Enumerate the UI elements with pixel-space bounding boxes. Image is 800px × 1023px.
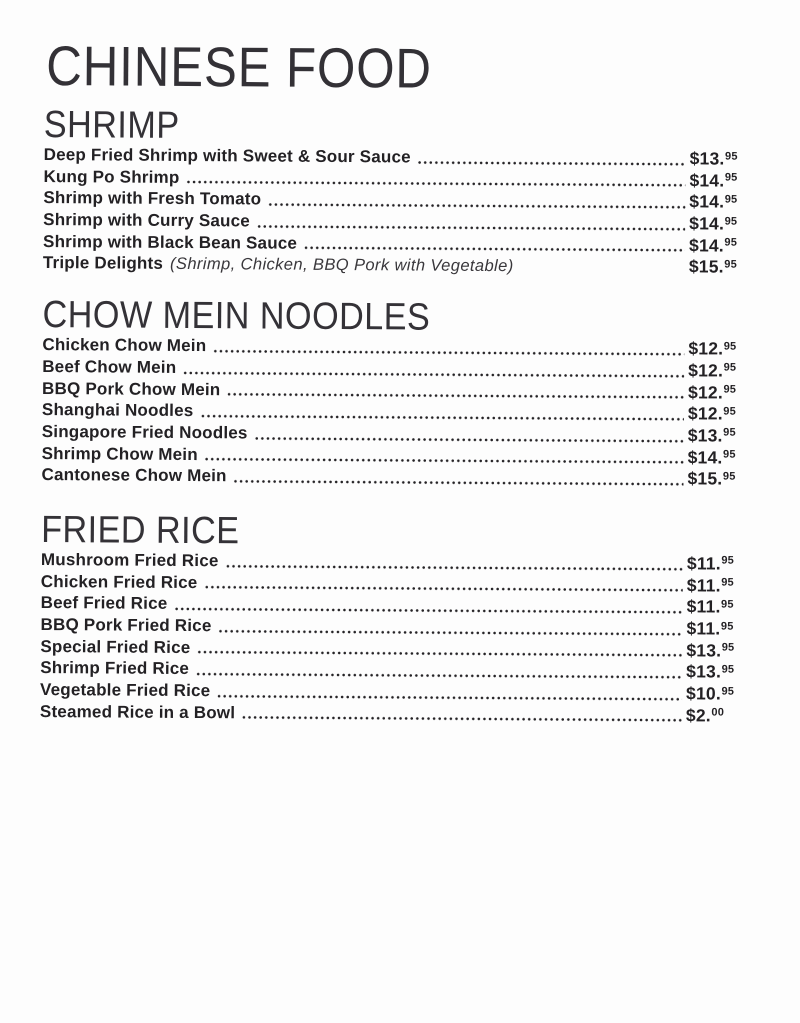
item-name: Vegetable Fried Rice xyxy=(40,680,211,701)
page-title: CHINESE FOOD xyxy=(46,34,433,100)
price-dollars: $11. xyxy=(686,574,721,596)
price-cents: 95 xyxy=(721,685,735,698)
item-price xyxy=(687,553,745,574)
dotted-leader xyxy=(197,650,682,657)
dotted-leader xyxy=(255,436,684,443)
item-price xyxy=(689,192,747,213)
dotted-leader xyxy=(218,629,682,636)
section-fried-rice xyxy=(39,508,745,727)
price-cents: 95 xyxy=(723,340,737,353)
dotted-leader xyxy=(227,392,684,399)
price-cents: 95 xyxy=(722,448,736,461)
price-dollars: $13. xyxy=(686,639,722,661)
price-dollars: $12. xyxy=(688,338,724,359)
dotted-leader xyxy=(257,224,685,231)
item-price xyxy=(688,447,746,468)
item-price xyxy=(689,213,747,234)
price-cents: 95 xyxy=(723,405,737,418)
price-dollars: $14. xyxy=(687,446,723,468)
dotted-leader xyxy=(186,180,685,187)
price-cents: 95 xyxy=(724,258,737,271)
dotted-leader xyxy=(205,457,684,464)
price-cents: 00 xyxy=(711,706,725,719)
item-price xyxy=(689,235,747,256)
price-dollars: $13. xyxy=(689,148,725,169)
price-dollars: $12. xyxy=(688,381,724,403)
dotted-leader xyxy=(196,672,682,679)
item-name: Special Fried Rice xyxy=(40,636,191,657)
item-name: Kung Po Shrimp xyxy=(43,166,180,187)
item-price xyxy=(687,469,745,490)
price-cents: 95 xyxy=(724,236,738,249)
dotted-leader xyxy=(304,246,685,253)
item-name: Shanghai Noodles xyxy=(41,400,194,421)
price-cents: 95 xyxy=(724,171,738,184)
price-dollars: $14. xyxy=(689,191,725,212)
item-price xyxy=(688,338,746,359)
item-price xyxy=(688,360,746,381)
price-cents: 95 xyxy=(720,620,734,633)
item-name: Chicken Chow Mein xyxy=(42,335,207,356)
item-name: Chicken Fried Rice xyxy=(40,571,198,592)
item-price xyxy=(688,382,746,403)
price-dollars: $11. xyxy=(686,596,721,617)
price-cents: 95 xyxy=(724,150,738,163)
menu-item-row xyxy=(43,252,747,278)
dotted-leader xyxy=(418,160,686,166)
dotted-leader xyxy=(174,607,682,614)
dotted-leader xyxy=(213,349,684,356)
item-price xyxy=(686,705,744,726)
price-cents: 95 xyxy=(723,383,737,396)
item-name: Shrimp Fried Rice xyxy=(40,658,190,679)
item-price xyxy=(688,403,746,424)
item-price xyxy=(687,575,745,596)
price-cents: 95 xyxy=(721,598,734,611)
menu-item-row xyxy=(40,701,744,727)
item-name: Triple Delights xyxy=(42,253,164,274)
price-cents: 95 xyxy=(724,215,738,228)
dotted-leader xyxy=(204,585,682,592)
price-dollars: $14. xyxy=(689,213,725,234)
price-dollars: $12. xyxy=(687,403,723,424)
dotted-leader xyxy=(200,414,684,421)
item-price xyxy=(686,662,744,683)
item-name: Steamed Rice in a Bowl xyxy=(39,701,236,723)
section-title-shrimp: SHRIMP xyxy=(43,104,180,147)
item-price xyxy=(686,683,744,704)
section-shrimp xyxy=(43,106,748,279)
item-name: Shrimp with Curry Sauce xyxy=(43,210,251,231)
price-cents: 95 xyxy=(721,663,735,676)
item-name: Beef Fried Rice xyxy=(40,593,168,614)
price-cents: 95 xyxy=(724,193,738,206)
price-cents: 95 xyxy=(723,361,737,374)
menu-item-row xyxy=(41,464,745,490)
dotted-leader xyxy=(217,694,682,701)
price-cents: 95 xyxy=(721,641,735,654)
price-dollars: $11. xyxy=(686,618,721,639)
item-name: Deep Fried Shrimp with Sweet & Sour Sauce xyxy=(43,145,411,167)
leader-spacer xyxy=(521,269,685,274)
price-cents: 95 xyxy=(722,470,736,483)
price-dollars: $13. xyxy=(687,425,723,446)
dotted-leader xyxy=(268,203,685,210)
dotted-leader xyxy=(183,370,684,377)
item-name: Shrimp with Black Bean Sauce xyxy=(43,231,298,253)
section-chow-mein-noodles xyxy=(41,296,746,490)
item-note: (Shrimp, Chicken, BBQ Pork with Vegetable) xyxy=(169,255,514,276)
item-name: Singapore Fried Noodles xyxy=(41,421,248,443)
item-price xyxy=(686,618,744,639)
price-dollars: $10. xyxy=(686,683,722,704)
price-dollars: $15. xyxy=(688,256,724,277)
dotted-leader xyxy=(234,479,684,486)
price-dollars: $14. xyxy=(688,235,724,256)
dotted-leader xyxy=(242,716,682,723)
item-price xyxy=(688,425,746,446)
price-cents: 95 xyxy=(723,426,736,439)
item-price xyxy=(689,257,747,278)
section-title-chow-mein: CHOW MEIN NOODLES xyxy=(42,294,431,339)
item-name: Beef Chow Mein xyxy=(42,356,177,377)
price-dollars: $14. xyxy=(689,169,725,191)
price-dollars: $12. xyxy=(688,360,724,381)
dotted-leader xyxy=(226,564,683,571)
price-cents: 95 xyxy=(721,576,734,589)
item-name: BBQ Pork Chow Mein xyxy=(42,378,221,399)
price-cents: 95 xyxy=(721,554,735,568)
section-title-fried-rice: FRIED RICE xyxy=(41,508,240,553)
item-name: BBQ Pork Fried Rice xyxy=(40,615,212,636)
item-price xyxy=(687,597,745,618)
item-price xyxy=(690,148,748,169)
item-name: Shrimp with Fresh Tomato xyxy=(43,188,262,209)
price-dollars: $13. xyxy=(686,661,722,682)
item-name: Shrimp Chow Mein xyxy=(41,443,198,464)
price-dollars: $2. xyxy=(685,705,711,726)
price-dollars: $15. xyxy=(687,468,723,489)
item-name: Mushroom Fried Rice xyxy=(40,549,219,571)
item-price xyxy=(686,640,744,661)
price-dollars: $11. xyxy=(686,553,721,574)
item-name: Cantonese Chow Mein xyxy=(41,465,227,486)
item-price xyxy=(689,170,747,191)
